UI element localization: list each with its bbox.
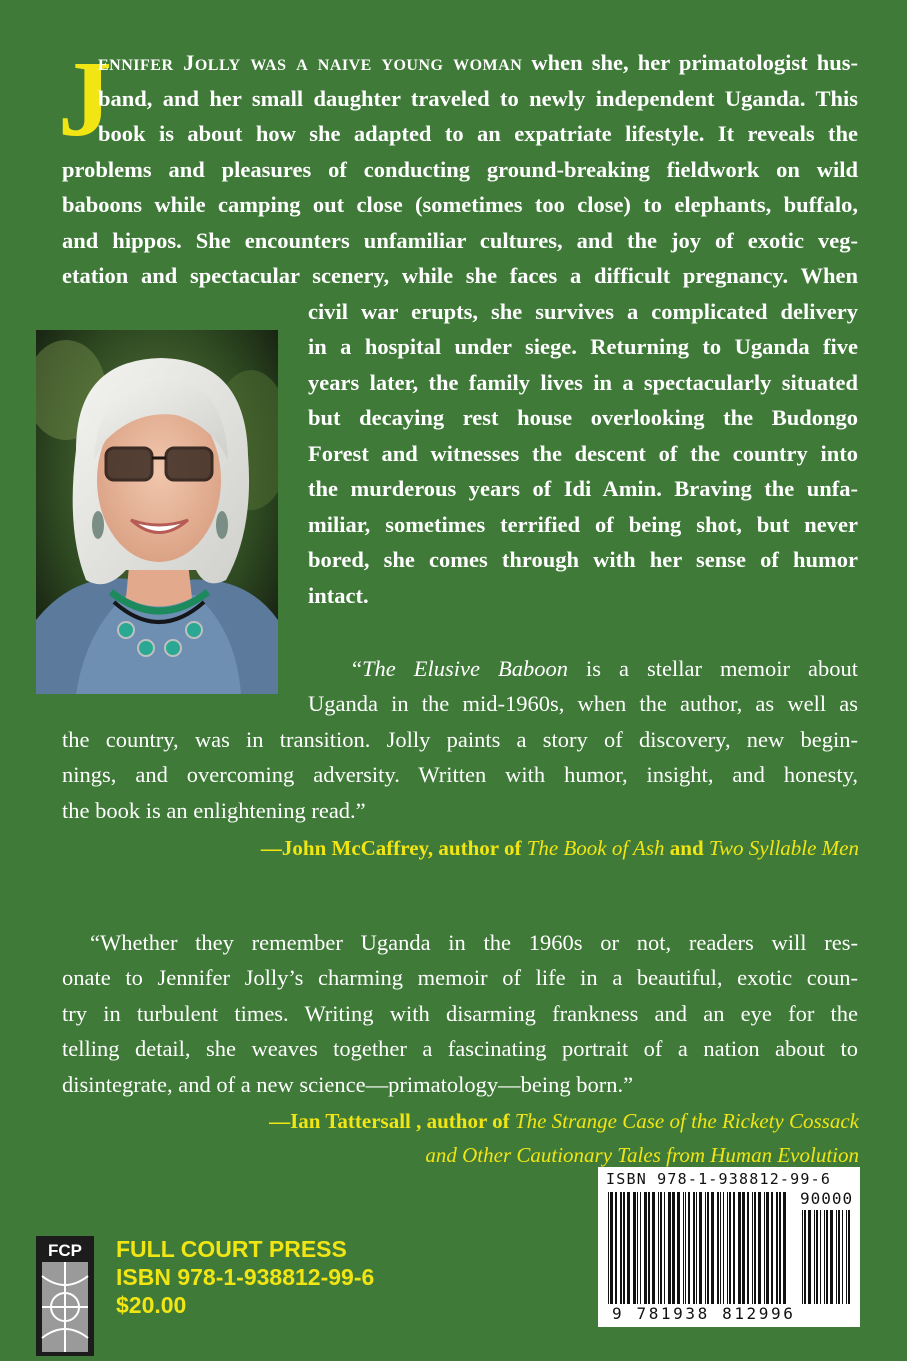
barcode-bar <box>644 1192 647 1304</box>
barcode-bar <box>707 1192 709 1304</box>
fcp-logo <box>36 1236 94 1356</box>
barcode-bar <box>693 1192 695 1304</box>
barcode-bar <box>802 1210 803 1304</box>
quote1-line: the book is an enlightening read.” <box>62 798 366 823</box>
quote2-line: try in turbulent times. Writing with disarming frankness and an eye for the <box>62 1001 858 1026</box>
barcode-bar <box>615 1192 617 1304</box>
blurb-line: but decaying rest house overlooking the Budongo <box>308 405 858 430</box>
quote2-attribution-book-line1: The Strange Case of the Rickety Cossack <box>514 1109 859 1133</box>
barcode-bar <box>824 1210 825 1304</box>
barcode-bar <box>705 1192 706 1304</box>
quote1-attribution-book1: The Book of Ash <box>526 836 665 860</box>
publisher-price: $20.00 <box>116 1292 187 1318</box>
barcode-bar <box>668 1192 671 1304</box>
barcode-bar <box>610 1192 613 1304</box>
blurb-line: the murderous years of Idi Amin. Braving the unfa- <box>308 476 858 501</box>
barcode-bar <box>720 1192 721 1304</box>
barcode-bar <box>742 1192 745 1304</box>
barcode-bar <box>677 1192 680 1304</box>
barcode-bar <box>738 1192 741 1304</box>
barcode-bar <box>688 1192 690 1304</box>
quote1-line: the country, was in transition. Jolly paints a story of discovery, new begin- <box>62 727 858 752</box>
barcode-bar <box>723 1192 724 1304</box>
barcode-bar <box>652 1192 655 1304</box>
quote1-attribution-book2: Two Syllable Men <box>708 836 859 860</box>
blurb-line: and hippos. She encounters unfamiliar cultures, and the joy of exotic veg- <box>62 228 858 253</box>
blurb-line: intact. <box>308 583 369 608</box>
barcode-bar <box>848 1210 850 1304</box>
barcode-bar <box>808 1210 811 1304</box>
barcode-bar <box>838 1210 840 1304</box>
quote1-attribution <box>261 833 859 863</box>
barcode-bar <box>846 1210 847 1304</box>
barcode-bar <box>664 1192 665 1304</box>
barcode-bar <box>783 1192 786 1304</box>
blurb-line: in a hospital under siege. Returning to Uganda five <box>308 334 858 359</box>
barcode-digits: 9 781938 812996 <box>612 1304 796 1323</box>
barcode-price-code: 90000 <box>800 1189 854 1208</box>
quote2-attribution-line-2 <box>425 1140 859 1170</box>
barcode-bar <box>696 1192 697 1304</box>
barcode-bar <box>747 1192 749 1304</box>
drop-cap: J <box>58 40 112 159</box>
blurb-line: years later, the family lives in a spectacularly situated <box>308 370 858 395</box>
barcode-bar <box>764 1192 765 1304</box>
ean-barcode <box>606 1192 786 1304</box>
quote1-book-title: The Elusive Baboon <box>362 656 568 681</box>
barcode-bar <box>779 1192 781 1304</box>
blurb-line: book is about how she adapted to an expatriate lifestyle. It reveals the <box>98 121 858 146</box>
barcode-bar <box>804 1210 806 1304</box>
barcode-bar <box>623 1192 625 1304</box>
barcode-bar <box>836 1210 837 1304</box>
blurb-line-1-rest: when she, her primatologist hus- <box>522 50 858 75</box>
barcode-bar <box>776 1192 778 1304</box>
barcode-bar <box>826 1210 828 1304</box>
quote2-line: onate to Jennifer Jolly’s charming memoir of life in a beautiful, exotic coun- <box>62 965 858 990</box>
barcode-bar <box>752 1192 753 1304</box>
blurb-line: baboons while camping out close (sometimes too close) to elephants, buffalo, <box>62 192 858 217</box>
quote1-attribution-and: and <box>664 836 709 860</box>
blurb-line: etation and spectacular scenery, while she faces a difficult pregnancy. When <box>62 263 858 288</box>
barcode-bar <box>685 1192 686 1304</box>
barcode-bar <box>648 1192 650 1304</box>
quote2-attribution-book-line2: and Other Cautionary Tales from Human Evolution <box>425 1143 859 1167</box>
quote1-line-1-rest: is a stellar memoir about <box>568 656 858 681</box>
blurb-line: civil war erupts, she survives a complicated delivery <box>308 299 858 324</box>
publisher-name: FULL COURT PRESS <box>116 1236 347 1262</box>
barcode-bar <box>729 1192 731 1304</box>
barcode-bar <box>637 1192 638 1304</box>
fcp-logo-graphic <box>36 1236 94 1356</box>
barcode-bar <box>627 1192 630 1304</box>
barcode-bar <box>658 1192 659 1304</box>
quote2-line: disintegrate, and of a new science—primatology—being born.” <box>62 1072 634 1097</box>
quote2-line: telling detail, she weaves together a fascinating portrait of a nation about to <box>62 1036 858 1061</box>
barcode-bar <box>683 1192 684 1304</box>
quote1-attribution-prefix: —John McCaffrey, author of <box>260 836 527 860</box>
barcode-bar <box>672 1192 675 1304</box>
barcode-bar <box>754 1192 756 1304</box>
barcode-bar <box>820 1210 821 1304</box>
barcode-bar <box>727 1192 728 1304</box>
blurb-lead-smallcaps: ennifer Jolly was a naive young woman <box>98 50 523 75</box>
barcode-bar <box>814 1210 815 1304</box>
barcode-bar <box>633 1192 636 1304</box>
barcode-bar <box>717 1192 719 1304</box>
barcode-bar <box>816 1210 818 1304</box>
price-addon-barcode <box>800 1210 854 1304</box>
barcode-isbn-label: ISBN 978-1-938812-99-6 <box>606 1170 832 1188</box>
quote1-line: nings, and overcoming adversity. Written with humor, insight, and honesty, <box>62 762 858 787</box>
barcode-bar <box>830 1210 833 1304</box>
quote2-attribution <box>269 1106 859 1136</box>
publisher-isbn: ISBN 978-1-938812-99-6 <box>116 1264 375 1290</box>
quote1-line-1 <box>352 654 858 684</box>
blurb-line: bored, she comes through with her sense of humor <box>308 547 858 572</box>
barcode-bar <box>733 1192 735 1304</box>
quote2-line: “Whether they remember Uganda in the 1960s or not, readers will res- <box>90 930 858 955</box>
barcode-bar <box>660 1192 662 1304</box>
quote2-attribution-prefix: —Ian Tattersall , author of <box>269 1109 515 1133</box>
blurb-line: problems and pleasures of conducting ground-breaking fieldwork on wild <box>62 157 858 182</box>
barcode-bar <box>699 1192 702 1304</box>
barcode-bar <box>711 1192 714 1304</box>
barcode-bar <box>758 1192 761 1304</box>
barcode-bar <box>640 1192 641 1304</box>
barcode-bar <box>608 1192 609 1304</box>
barcode-bar <box>842 1210 843 1304</box>
barcode-bar <box>766 1192 769 1304</box>
blurb-line-1 <box>98 48 858 78</box>
blurb-line: miliar, sometimes terrified of being shot, but never <box>308 512 858 537</box>
quote1-line: Uganda in the mid-1960s, when the author, as well as <box>308 691 858 716</box>
publisher-info <box>116 1235 374 1319</box>
quote1-open-mark: “ <box>352 656 362 681</box>
fcp-logo-text: FCP <box>48 1241 82 1260</box>
author-portrait-image <box>36 330 278 694</box>
author-photo <box>36 330 278 694</box>
blurb-line: Forest and witnesses the descent of the country into <box>308 441 858 466</box>
blurb-line: band, and her small daughter traveled to newly independent Uganda. This <box>98 86 858 111</box>
barcode-bar <box>771 1192 773 1304</box>
barcode-bar <box>620 1192 622 1304</box>
